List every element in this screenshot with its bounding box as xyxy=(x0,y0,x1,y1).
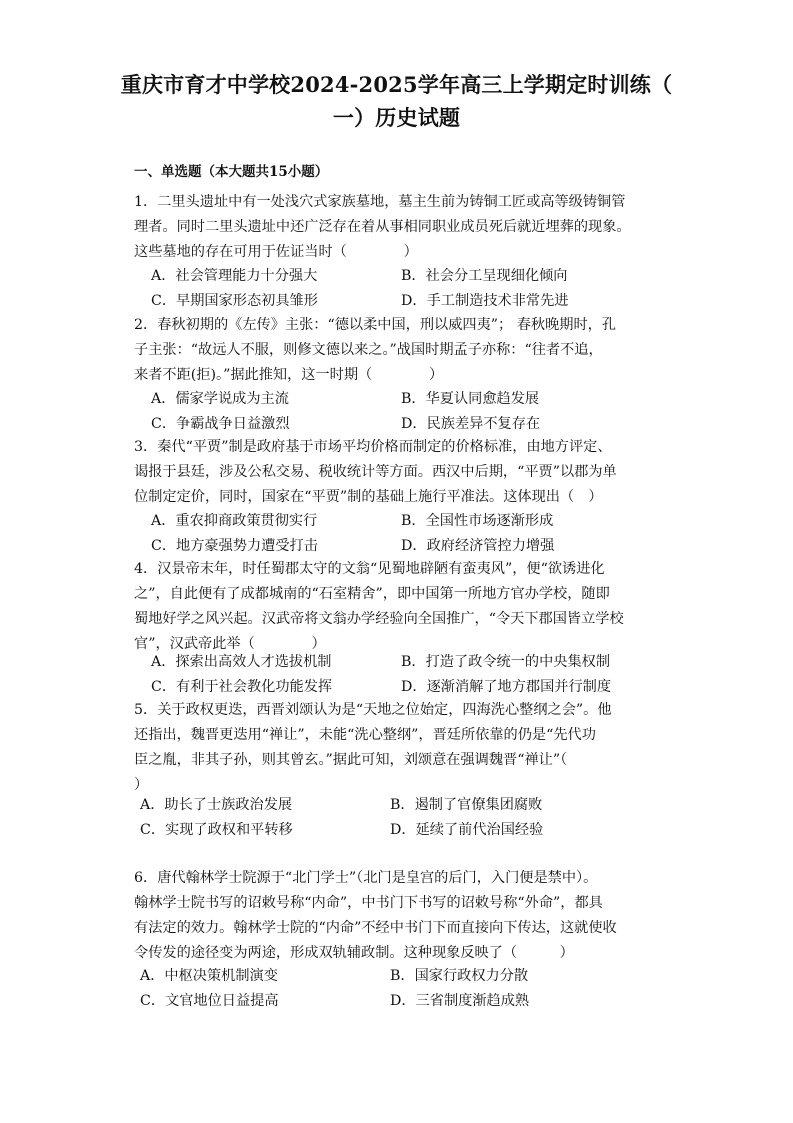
option-a[interactable]: A．中枢决策机制演变 xyxy=(140,968,278,984)
document-title xyxy=(60,68,733,134)
option-a[interactable]: A．探索出高效人才选拔机制 xyxy=(151,654,332,670)
question-line: 还指出，魏晋更迭用“禅让”，未能“洗心整纲”，晋廷所依靠的仍是“先代功 xyxy=(134,727,596,743)
question-line: 3．秦代“平贾”制是政府基于市场平均价格而制定的价格标准，由地方评定、 xyxy=(134,439,612,455)
question-line: ） xyxy=(134,777,149,793)
question-line: 谒报于县廷，涉及公私交易、税收统计等方面。西汉中后期，“平贾”以郡为单 xyxy=(134,464,617,480)
question-line: 5．关于政权更迭，西晋刘颂认为是“天地之位始定，四海洗心整纲之会”。他 xyxy=(134,702,612,718)
option-d[interactable]: D．民族差异不复存在 xyxy=(401,416,541,432)
question-line: 翰林学士院书写的诏敕号称“内命”，中书门下书写的诏敕号称“外命”，都具 xyxy=(134,895,603,911)
option-d[interactable]: D．手工制造技术非常先进 xyxy=(401,293,569,309)
question-line: 有法定的效力。翰林学士院的“内命”不经中书门下而直接向下传达，这就使收 xyxy=(134,920,617,936)
option-a[interactable]: A．助长了士族政治发展 xyxy=(140,797,293,813)
question-line: 令传发的途径变为两途，形成双轨辅政制。这种现象反映了（ ） xyxy=(134,945,574,961)
question-line: 4．汉景帝末年，时任蜀郡太守的文翁“见蜀地辟陋有蛮夷风”，便“欲诱进化 xyxy=(134,561,605,577)
section-heading: 一、单选题（本大题共15小题） xyxy=(134,164,329,180)
option-d[interactable]: D．延续了前代治国经验 xyxy=(390,822,544,838)
question-3-options xyxy=(151,509,651,559)
title-line-2: 一）历史试题 xyxy=(332,105,461,130)
option-b[interactable]: B．华夏认同愈趋发展 xyxy=(401,391,540,407)
option-a[interactable]: A．社会管理能力十分强大 xyxy=(151,268,318,284)
question-1-stem xyxy=(134,190,674,265)
option-c[interactable]: C．争霸战争日益激烈 xyxy=(151,416,290,432)
option-a[interactable]: A．重农抑商政策贯彻实行 xyxy=(151,513,318,529)
question-4-options xyxy=(151,650,651,700)
question-4-stem xyxy=(134,557,674,657)
option-a[interactable]: A．儒家学说成为主流 xyxy=(151,391,289,407)
option-b[interactable]: B．国家行政权力分散 xyxy=(390,968,529,984)
question-1-options xyxy=(151,264,651,314)
question-line: 这些墓地的存在可用于佐证当时（ ） xyxy=(134,244,418,260)
option-b[interactable]: B．社会分工呈现细化倾向 xyxy=(401,268,568,284)
option-d[interactable]: D．政府经济管控力增强 xyxy=(401,538,555,554)
option-c[interactable]: C．文官地位日益提高 xyxy=(140,993,279,1009)
question-line: 来者不距(拒)。”据此推知，这一时期（ ） xyxy=(134,367,444,383)
question-5-options xyxy=(140,793,640,843)
question-line: 6．唐代翰林学士院源于“北门学士”（北门是皇宫的后门，入门便是禁中）。 xyxy=(134,870,598,886)
question-6-stem xyxy=(134,866,674,966)
question-line: 臣之胤，非其子孙，则其曾玄。”据此可知，刘颂意在强调魏晋“禅让”（ xyxy=(134,752,568,768)
option-c[interactable]: C．地方豪强势力遭受打击 xyxy=(151,538,318,554)
question-line: 官”，汉武帝此举（ ） xyxy=(134,636,326,652)
question-2-stem xyxy=(134,313,674,388)
option-d[interactable]: D．三省制度渐趋成熟 xyxy=(390,993,530,1009)
option-b[interactable]: B．遏制了官僚集团腐败 xyxy=(390,797,543,813)
question-line: 理者。同时二里头遗址中还广泛存在着从事相同职业成员死后就近埋葬的现象。 xyxy=(134,219,631,235)
question-line: 蜀地好学之风兴起。汉武帝将文翁办学经验向全国推广，“令天下郡国皆立学校 xyxy=(134,611,624,627)
option-c[interactable]: C．早期国家形态初具雏形 xyxy=(151,293,318,309)
option-b[interactable]: B．打造了政令统一的中央集权制 xyxy=(401,654,611,670)
question-line: 2．春秋初期的《左传》主张：“德以柔中国，刑以威四夷”； 春秋晚期时，孔 xyxy=(134,317,617,333)
question-line: 位制定定价，同时，国家在“平贾”制的基础上施行平准法。这体现出（ ） xyxy=(134,489,603,505)
option-d[interactable]: D．逐渐消解了地方郡国并行制度 xyxy=(401,679,612,695)
option-b[interactable]: B．全国性市场逐渐形成 xyxy=(401,513,554,529)
question-2-options xyxy=(151,387,651,437)
question-line: 之”，自此便有了成都城南的“石室精舍”，即中国第一所地方官办学校，随即 xyxy=(134,586,610,602)
question-line: 1．二里头遗址中有一处浅穴式家族墓地，墓主生前为铸铜工匠或高等级铸铜管 xyxy=(134,194,626,210)
title-line-1: 重庆市育才中学校2024-2025学年高三上学期定时训练（ xyxy=(120,72,673,97)
question-3-stem xyxy=(134,435,674,510)
option-c[interactable]: C．实现了政权和平转移 xyxy=(140,822,293,838)
question-6-options xyxy=(140,964,640,1014)
question-line: 子主张：“故远人不服，则修文德以来之。”战国时期孟子亦称：“往者不追， xyxy=(134,342,603,358)
option-c[interactable]: C．有利于社会教化功能发挥 xyxy=(151,679,333,695)
question-5-stem xyxy=(134,698,674,798)
